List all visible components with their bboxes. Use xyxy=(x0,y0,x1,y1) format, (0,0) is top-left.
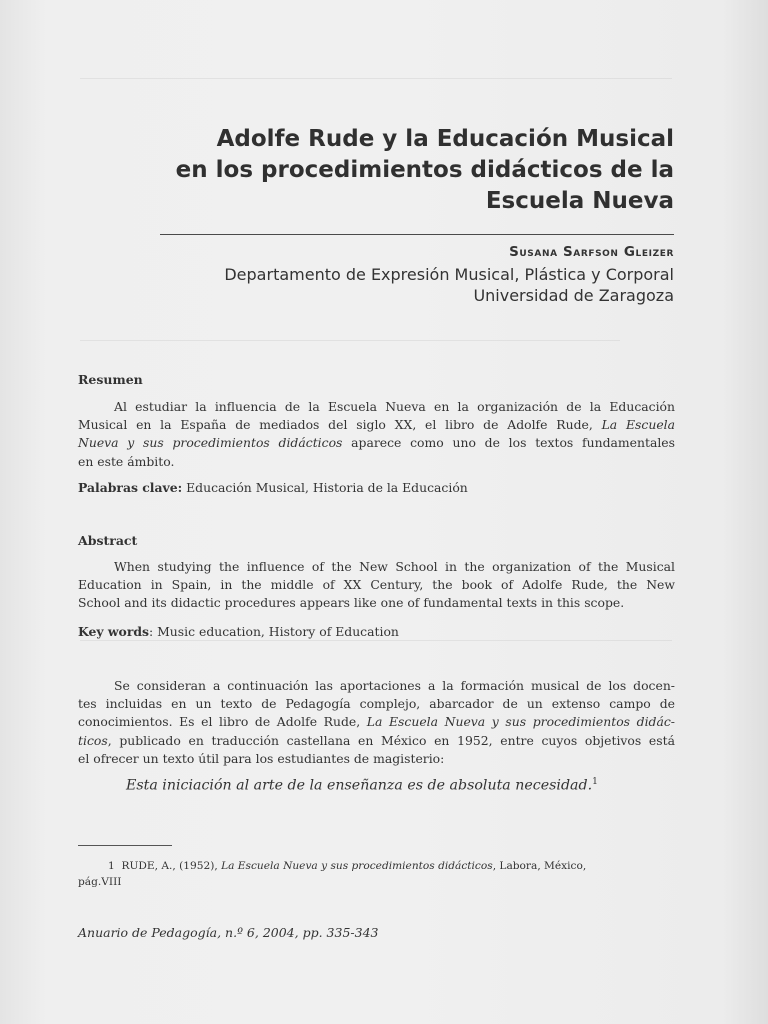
abstract-heading: Abstract xyxy=(78,533,138,548)
footnote-line xyxy=(78,858,675,874)
title-line: en los procedimientos didácticos de la xyxy=(175,157,674,183)
paragraph-line xyxy=(78,453,675,471)
paragraph-line xyxy=(78,713,675,731)
paragraph-line xyxy=(78,434,675,452)
body-paragraph xyxy=(78,677,675,768)
affiliation-line: Departamento de Expresión Musical, Plástica y Corporal xyxy=(224,265,674,284)
resumen-heading: Resumen xyxy=(78,372,143,387)
keywords-text: Educación Musical, Historia de la Educación xyxy=(182,480,468,495)
paragraph-line xyxy=(78,398,675,416)
bleed-through-line xyxy=(80,640,672,641)
paragraph-line xyxy=(78,416,675,434)
journal-citation: Anuario de Pedagogía, n.º 6, 2004, pp. 335-343 xyxy=(78,925,379,940)
bleed-through-line xyxy=(80,340,620,341)
palabras-clave xyxy=(78,480,678,495)
footnote-line: pág.VIII xyxy=(78,876,122,888)
author-affiliation xyxy=(114,264,674,306)
footnote xyxy=(78,858,675,890)
footnote-author: RUDE, A., (1952), xyxy=(121,860,222,872)
keywords-text: : Music education, History of Education xyxy=(149,624,399,639)
paragraph-line xyxy=(78,677,675,695)
title-line: Escuela Nueva xyxy=(485,188,674,214)
paragraph-line xyxy=(78,750,675,768)
key-words xyxy=(78,624,678,639)
text-run: Al estudiar la influencia de la Escuela Nueva en la organización de la Educación xyxy=(114,399,675,414)
book-title-run: ticos xyxy=(78,732,108,748)
text-run: , publicado en traducción castellana en México en 1952, entre cuyos objetivos está xyxy=(107,732,675,748)
block-quote xyxy=(126,777,598,794)
footnote-number: 1 xyxy=(108,860,115,872)
text-run: aparece como uno de los textos fundamentales xyxy=(342,435,675,451)
affiliation-line: Universidad de Zaragoza xyxy=(473,286,674,305)
text-run: el ofrecer un texto útil para los estudiantes de magisterio: xyxy=(78,750,445,766)
text-run: en este ámbito. xyxy=(78,453,175,469)
paragraph-line xyxy=(78,732,675,750)
paragraph-line xyxy=(78,695,675,713)
footnote-publisher: , Labora, México, xyxy=(492,860,587,872)
book-title-run: La Escuela xyxy=(601,417,675,433)
paragraph-line: When studying the influence of the New School in the organization of the Musical xyxy=(114,559,675,574)
title-line: Adolfe Rude y la Educación Musical xyxy=(216,126,674,152)
quote-text: Esta iniciación al arte de la enseñanza es de absoluta necesidad. xyxy=(126,777,593,794)
text-run: conocimientos. Es el libro de Adolfe Rude, xyxy=(78,714,367,730)
bleed-through-line xyxy=(80,78,672,79)
title-rule xyxy=(160,234,674,235)
abstract-paragraph xyxy=(78,558,675,613)
text-run: Se consideran a continuación las aportaciones a la formación musical de los docen- xyxy=(114,678,675,693)
book-title-run: Nueva y sus procedimientos didácticos xyxy=(78,435,343,451)
resumen-paragraph xyxy=(78,398,675,471)
paragraph-line: School and its didactic procedures appears like one of fundamental texts in this scope. xyxy=(78,595,625,611)
keywords-label: Key words xyxy=(78,624,149,639)
footnote-ref: 1 xyxy=(592,777,598,787)
footnote-rule xyxy=(78,845,172,846)
paragraph-line: Education in Spain, in the middle of XX Century, the book of Adolfe Rude, the New xyxy=(78,577,675,593)
text-run: tes incluidas en un texto de Pedagogía complejo, abarcador de un extenso campo de xyxy=(78,696,675,712)
article-title xyxy=(114,124,674,217)
keywords-label: Palabras clave: xyxy=(78,480,183,495)
footnote-title: La Escuela Nueva y sus procedimientos didácticos xyxy=(221,860,493,872)
book-title-run: La Escuela Nueva y sus procedimientos didác- xyxy=(366,714,675,730)
text-run: Musical en la España de mediados del siglo XX, el libro de Adolfe Rude, xyxy=(78,417,602,433)
author-name: Susana Sarfson Gleizer xyxy=(509,244,674,260)
